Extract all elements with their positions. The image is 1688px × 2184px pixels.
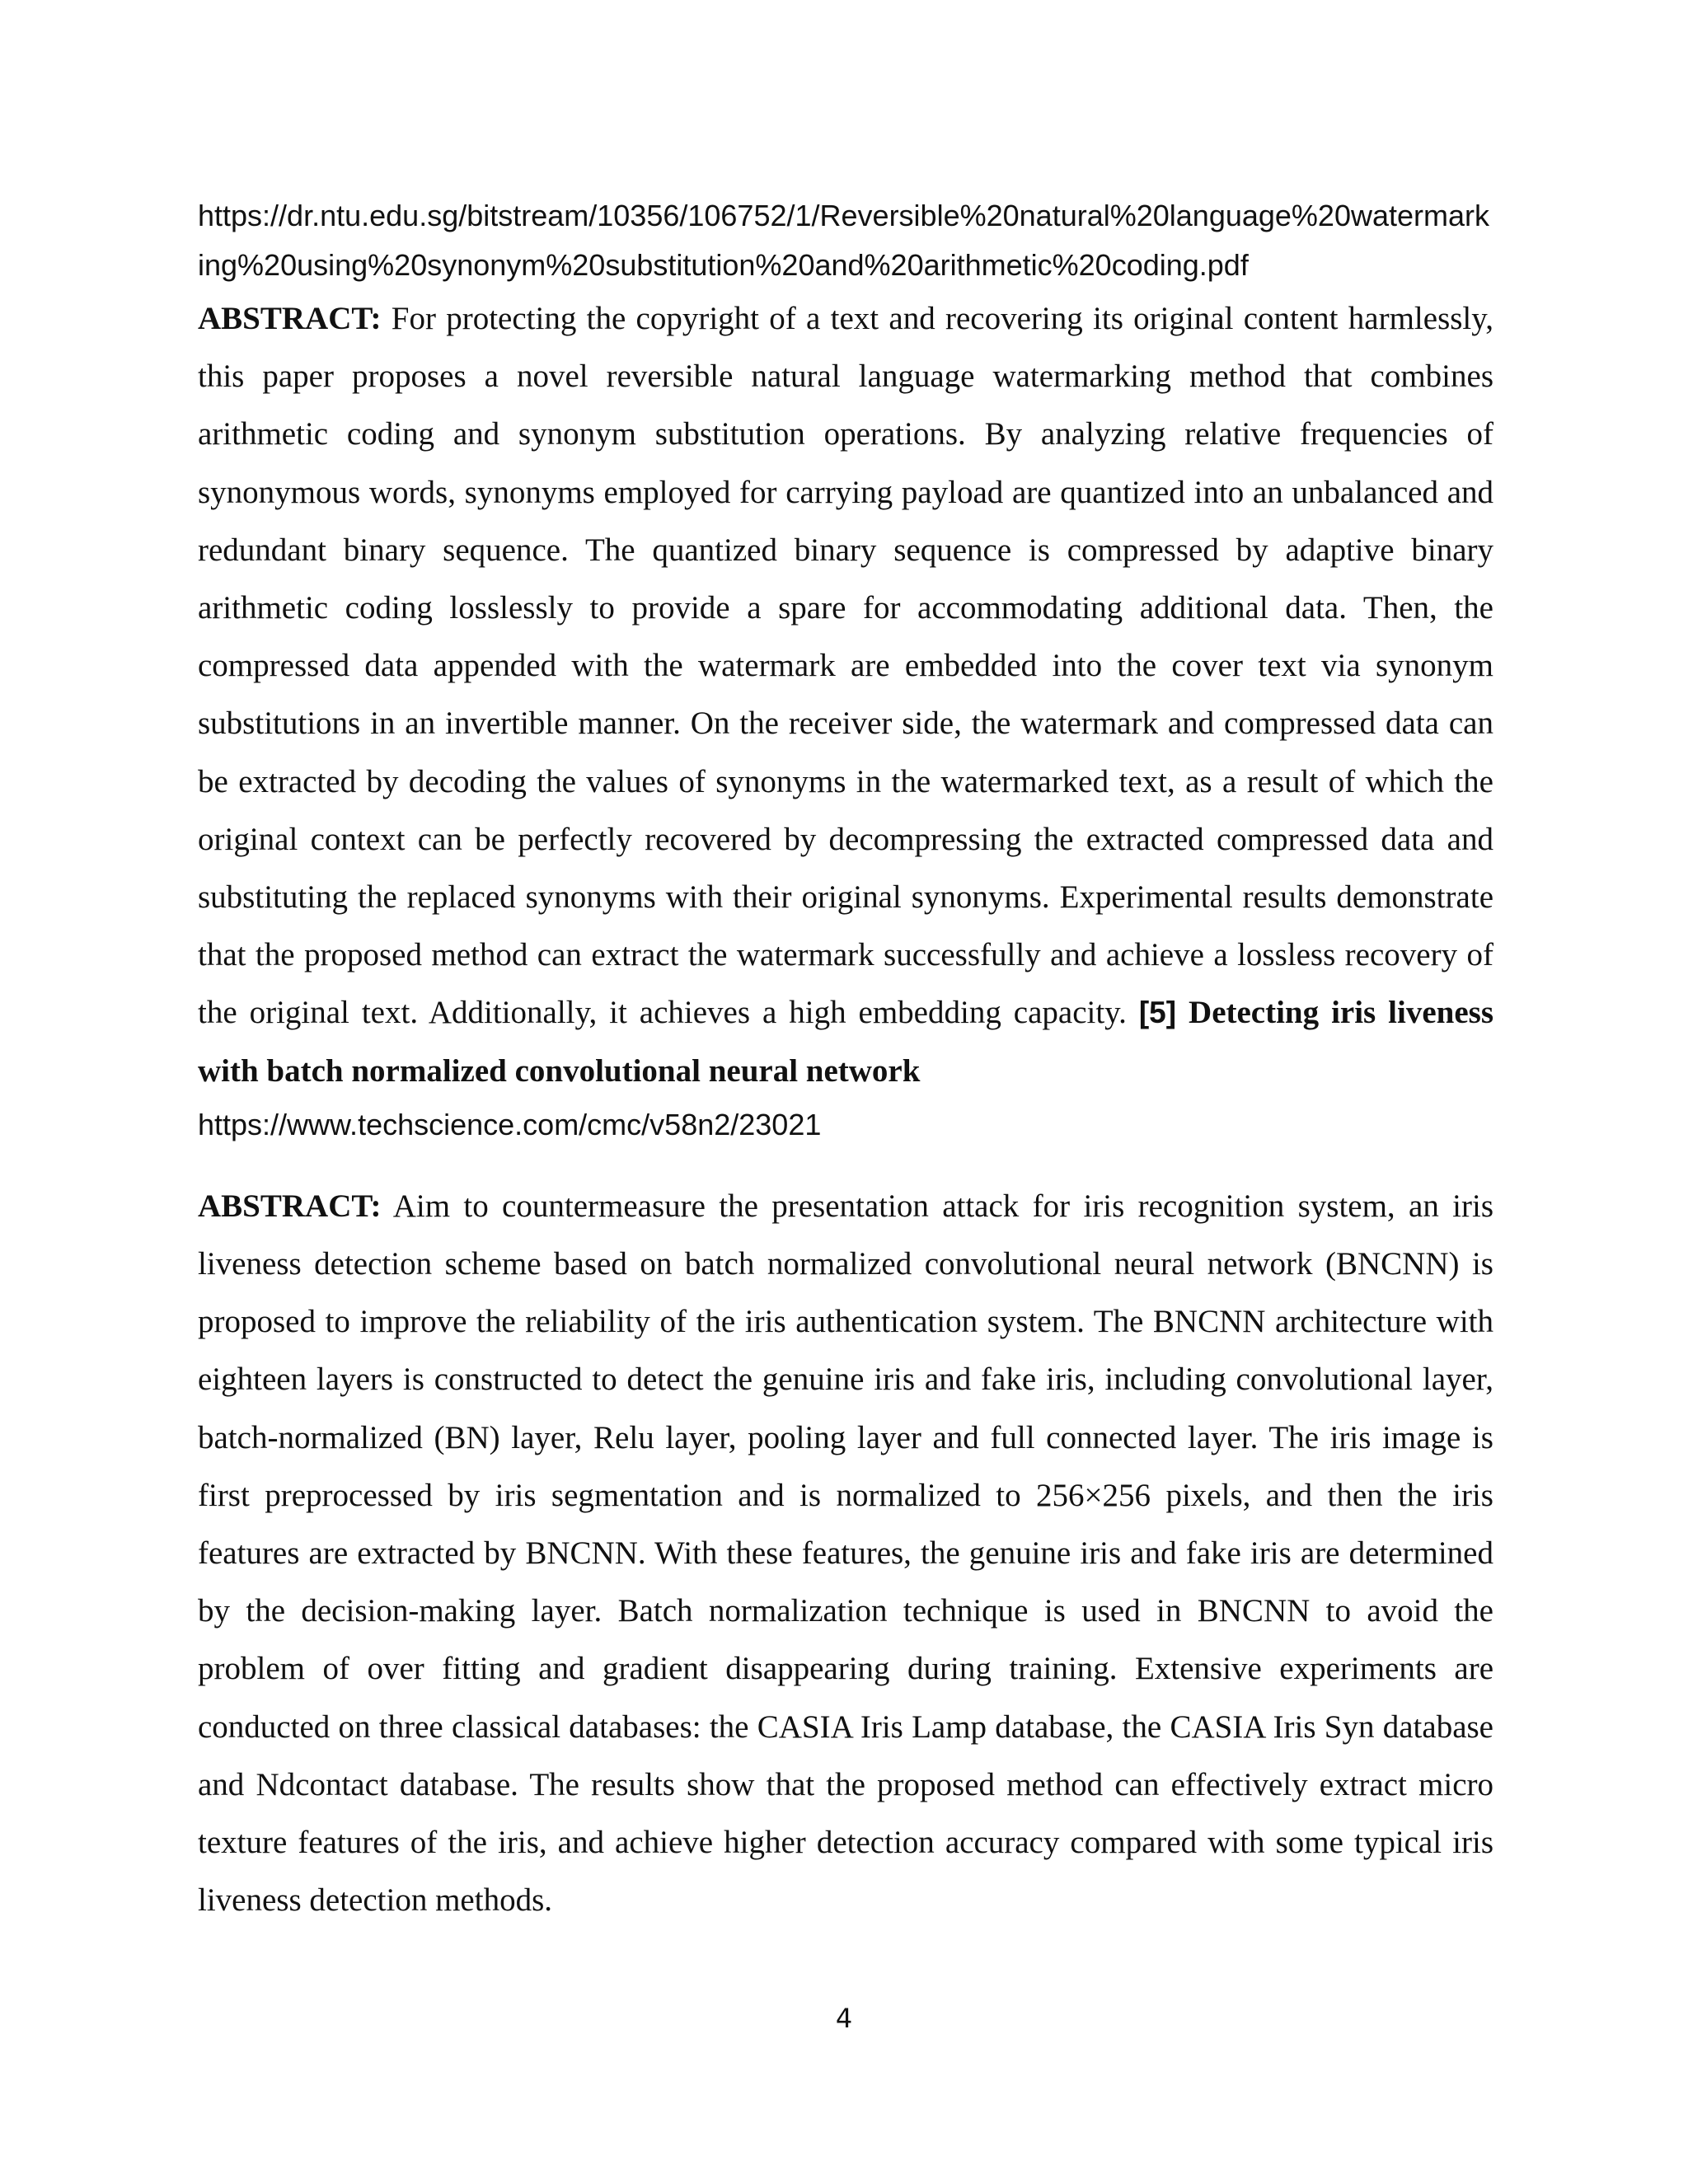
abstract-text: For protecting the copyright of a text and recovering its original content harmlessly, this paper proposes a novel reversible natural language watermarking method that combines arithmetic coding and synonym substitution operations. By analyzing relative frequencies of synonymous words, synonyms employed for carrying payload are quantized into an unbalanced and redundant binary sequence. The quantized binary sequence is compressed by adaptive binary arithmetic coding losslessly to provide a spare for accommodating additional data. Then, the compressed data appended with the watermark are embedded into the cover text via synonym substitutions in an invertible manner. On the receiver side, the watermark and compressed data can be extracted by decoding the values of synonyms in the watermarked text, as a result of which the original context can be perfectly recovered by decompressing the extracted compressed data and substituting the replaced synonyms with their original synonyms. Experimental results demonstrate that the proposed method can extract the watermark successfully and achieve a lossless recovery of the original text. Additionally, it achieves a high embedding capacity. (198, 301, 1493, 1031)
reference-title: Detecting iris liveness with batch normalized convolutional neural network (198, 995, 1494, 1089)
abstract-text: Aim to countermeasure the presentation attack for iris recognition system, an iris liveness detection scheme based on batch normalized convolutional neural network (BNCNN) is proposed to improve the reliability of the iris authentication system. The BNCNN architecture with eighteen layers is constructed to detect the genuine iris and fake iris, including convolutional layer, batch-normalized (BN) layer, Relu layer, pooling layer and full connected layer. The iris image is first preprocessed by iris segmentation and is normalized to 256×256 pixels, and then the iris features are extracted by BNCNN. With these features, the genuine iris and fake iris are determined by the decision-making layer. Batch normalization technique is used in BNCNN to avoid the problem of over fitting and gradient disappearing during training. Extensive experiments are conducted on three classical databases: the CASIA Iris Lamp database, the CASIA Iris Syn database and Ndcontact database. The results show that the proposed method can effectively extract micro texture features of the iris, and achieve higher detection accuracy compared with some typical iris liveness detection methods. (198, 1188, 1494, 1919)
reference-number: [5] (1138, 996, 1177, 1030)
page-number: 4 (835, 2003, 853, 2034)
abstract-label: ABSTRACT: (198, 1188, 382, 1224)
abstract-paragraph (198, 290, 1493, 1100)
abstract-paragraph (198, 1178, 1493, 1930)
reference-url[interactable]: https://www.techscience.com/cmc/v58n2/23021 (198, 1107, 822, 1141)
abstract-label: ABSTRACT: (198, 301, 382, 336)
document-page (198, 191, 1493, 1929)
reference-url[interactable]: https://dr.ntu.edu.sg/bitstream/10356/106752/1/Reversible%20natural%20language%20watermarking%20using%20synonym%20substitution%20and%20arithmetic%20coding.pdf (198, 199, 1490, 282)
